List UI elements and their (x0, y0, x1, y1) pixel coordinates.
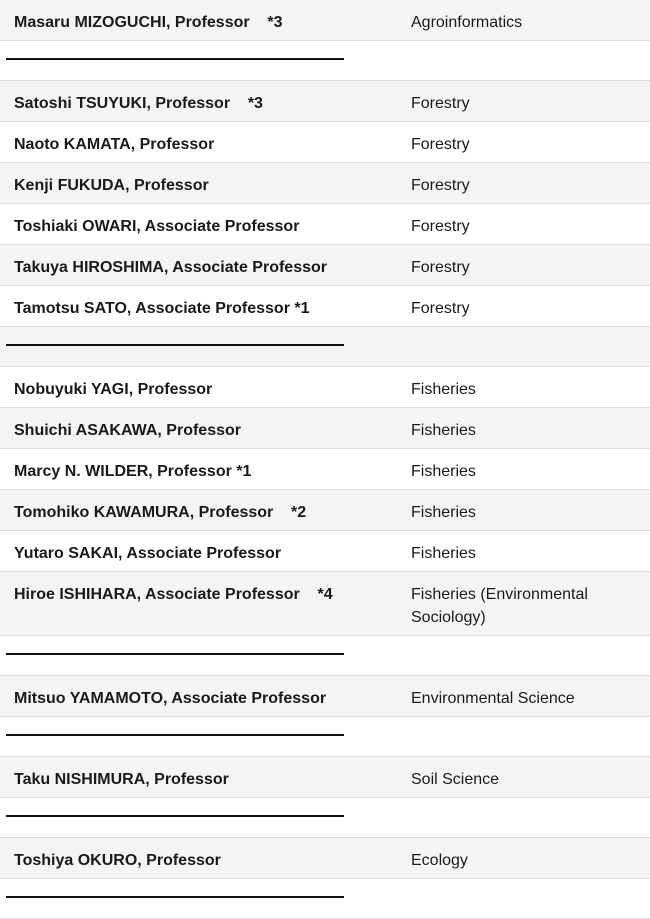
separator-cell-empty (399, 327, 650, 367)
member-name: Toshiya OKURO, Professor (0, 838, 399, 879)
member-field: Fisheries (399, 408, 650, 449)
table-row (0, 757, 650, 798)
table-row (0, 490, 650, 531)
separator-row (0, 636, 650, 676)
member-name: Masaru MIZOGUCHI, Professor *3 (0, 0, 399, 41)
separator-cell-empty (399, 798, 650, 838)
member-name: Shuichi ASAKAWA, Professor (0, 408, 399, 449)
member-field: Forestry (399, 163, 650, 204)
member-name: Satoshi TSUYUKI, Professor *3 (0, 81, 399, 122)
separator-cell (0, 41, 399, 81)
member-field: Fisheries (399, 490, 650, 531)
member-field: Fisheries (399, 367, 650, 408)
separator-cell-empty (399, 636, 650, 676)
table-row (0, 572, 650, 636)
member-name: Kenji FUKUDA, Professor (0, 163, 399, 204)
table-row (0, 367, 650, 408)
separator-line (6, 58, 344, 60)
separator-line (6, 344, 344, 346)
member-name: Tomohiko KAWAMURA, Professor *2 (0, 490, 399, 531)
separator-row (0, 717, 650, 757)
member-field: Forestry (399, 204, 650, 245)
separator-row (0, 327, 650, 367)
separator-row (0, 798, 650, 838)
member-field: Soil Science (399, 757, 650, 798)
table-row (0, 838, 650, 879)
member-name: Naoto KAMATA, Professor (0, 122, 399, 163)
separator-line (6, 653, 344, 655)
separator-cell (0, 327, 399, 367)
member-name: Taku NISHIMURA, Professor (0, 757, 399, 798)
separator-cell-empty (399, 717, 650, 757)
table-row (0, 122, 650, 163)
member-field: Forestry (399, 286, 650, 327)
table-row (0, 163, 650, 204)
separator-row (0, 41, 650, 81)
member-field: Forestry (399, 81, 650, 122)
table-row (0, 408, 650, 449)
member-field: Fisheries (399, 449, 650, 490)
separator-row (0, 879, 650, 919)
member-name: Nobuyuki YAGI, Professor (0, 367, 399, 408)
separator-line (6, 734, 344, 736)
table-row (0, 81, 650, 122)
separator-cell (0, 636, 399, 676)
member-name: Mitsuo YAMAMOTO, Associate Professor (0, 676, 399, 717)
table-row (0, 286, 650, 327)
member-name: Takuya HIROSHIMA, Associate Professor (0, 245, 399, 286)
separator-cell (0, 717, 399, 757)
member-name: Toshiaki OWARI, Associate Professor (0, 204, 399, 245)
separator-line (6, 815, 344, 817)
separator-cell (0, 879, 399, 919)
member-name: Tamotsu SATO, Associate Professor *1 (0, 286, 399, 327)
separator-line (6, 896, 344, 898)
table-row (0, 531, 650, 572)
table-row (0, 449, 650, 490)
table-row (0, 245, 650, 286)
separator-cell (0, 798, 399, 838)
table-row (0, 0, 650, 41)
separator-cell-empty (399, 41, 650, 81)
member-field: Forestry (399, 245, 650, 286)
member-field: Environmental Science (399, 676, 650, 717)
member-field: Fisheries (Environmental Sociology) (399, 572, 650, 636)
member-field: Forestry (399, 122, 650, 163)
separator-cell-empty (399, 879, 650, 919)
member-field: Agroinformatics (399, 0, 650, 41)
member-name: Marcy N. WILDER, Professor *1 (0, 449, 399, 490)
table-row (0, 676, 650, 717)
member-field: Fisheries (399, 531, 650, 572)
table-row (0, 204, 650, 245)
member-name: Yutaro SAKAI, Associate Professor (0, 531, 399, 572)
member-name: Hiroe ISHIHARA, Associate Professor *4 (0, 572, 399, 636)
member-field: Ecology (399, 838, 650, 879)
